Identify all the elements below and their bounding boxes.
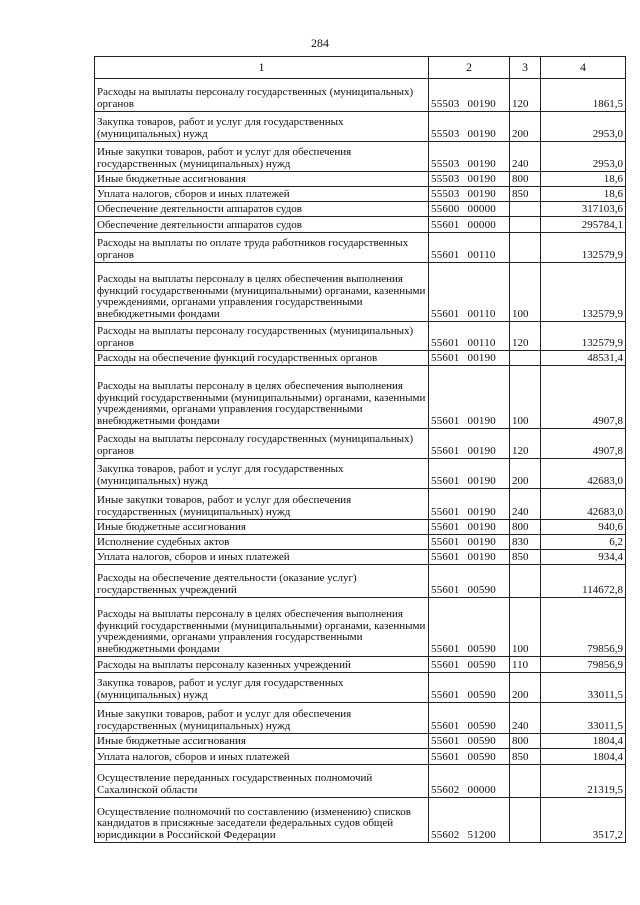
row-code <box>429 263 510 322</box>
row-amount <box>541 187 626 202</box>
program-code: 55601 <box>431 584 460 597</box>
expense-type-code: 800 <box>512 173 529 186</box>
direction-code: 00190 <box>467 551 496 564</box>
amount-value: 3517,2 <box>592 829 623 842</box>
description-text: Обеспечение деятельности аппаратов судов <box>97 219 302 232</box>
table-row <box>95 459 626 489</box>
amount-value: 1804,4 <box>592 735 623 748</box>
expense-type-code: 110 <box>512 659 529 672</box>
row-code <box>429 673 510 703</box>
table-row <box>95 429 626 459</box>
row-code <box>429 142 510 172</box>
direction-code: 00190 <box>467 98 496 111</box>
row-code <box>429 535 510 550</box>
program-code: 55503 <box>431 158 460 171</box>
program-code: 55601 <box>431 536 460 549</box>
program-code: 55601 <box>431 506 460 519</box>
table-row <box>95 657 626 673</box>
program-code: 55601 <box>431 659 460 672</box>
description-text: Уплата налогов, сборов и иных платежей <box>97 188 290 201</box>
row-amount <box>541 550 626 565</box>
direction-code: 00110 <box>467 308 496 321</box>
row-expense-type <box>510 535 541 550</box>
row-description <box>95 366 429 429</box>
row-code <box>429 765 510 798</box>
page-number: 284 <box>311 36 329 50</box>
row-description <box>95 202 429 217</box>
row-code <box>429 322 510 351</box>
table-row <box>95 366 626 429</box>
row-amount <box>541 657 626 673</box>
row-description <box>95 322 429 351</box>
row-amount <box>541 202 626 217</box>
budget-table <box>94 56 626 843</box>
row-description <box>95 657 429 673</box>
expense-type-code: 240 <box>512 720 529 733</box>
direction-code: 00000 <box>467 784 496 797</box>
table-row <box>95 703 626 734</box>
row-code <box>429 703 510 734</box>
expense-type-code: 120 <box>512 445 529 458</box>
program-code: 55601 <box>431 551 460 564</box>
direction-code: 00000 <box>467 219 496 232</box>
program-code: 55503 <box>431 173 460 186</box>
table-row <box>95 112 626 142</box>
row-description <box>95 565 429 598</box>
row-expense-type <box>510 322 541 351</box>
expense-type-code: 240 <box>512 158 529 171</box>
row-expense-type <box>510 233 541 263</box>
amount-value: 2953,0 <box>592 158 623 171</box>
row-description <box>95 734 429 749</box>
row-expense-type <box>510 263 541 322</box>
row-description <box>95 673 429 703</box>
amount-value: 1804,4 <box>592 751 623 764</box>
amount-value: 18,6 <box>603 173 623 186</box>
description-text: Расходы на обеспечение функций государственных органов <box>97 352 378 365</box>
program-code: 55601 <box>431 720 460 733</box>
row-amount <box>541 565 626 598</box>
row-description <box>95 112 429 142</box>
amount-value: 6,2 <box>609 536 623 549</box>
table-body <box>95 79 626 843</box>
row-code <box>429 749 510 765</box>
row-description <box>95 79 429 112</box>
table-row <box>95 550 626 565</box>
program-code: 55601 <box>431 249 460 262</box>
row-amount <box>541 535 626 550</box>
row-expense-type <box>510 657 541 673</box>
description-text: Закупка товаров, работ и услуг для государственных (муниципальных) нужд <box>97 677 344 702</box>
description-text: Иные закупки товаров, работ и услуг для обеспечения государственных (муниципальных) нужд <box>97 708 352 733</box>
program-code: 55601 <box>431 308 460 321</box>
row-description <box>95 550 429 565</box>
row-expense-type <box>510 366 541 429</box>
program-code: 55601 <box>431 337 460 350</box>
direction-code: 00190 <box>467 173 496 186</box>
row-code <box>429 734 510 749</box>
direction-code: 00000 <box>467 203 496 216</box>
row-amount <box>541 233 626 263</box>
row-amount <box>541 798 626 843</box>
row-description <box>95 489 429 520</box>
row-code <box>429 565 510 598</box>
expense-type-code: 120 <box>512 98 529 111</box>
row-expense-type <box>510 749 541 765</box>
amount-value: 79856,9 <box>587 659 623 672</box>
description-text: Расходы на выплаты персоналу в целях обеспечения выполнения функций государственными (муниципальными) органами, казенными учреждениями, органами управления государственными внебюджетными фондами <box>97 379 426 428</box>
amount-value: 940,6 <box>598 521 623 534</box>
expense-type-code: 100 <box>512 643 529 656</box>
description-text: Расходы на выплаты персоналу государственных (муниципальных) органов <box>97 325 414 350</box>
row-code <box>429 351 510 366</box>
row-expense-type <box>510 703 541 734</box>
program-code: 55503 <box>431 188 460 201</box>
row-expense-type <box>510 565 541 598</box>
row-code <box>429 489 510 520</box>
table-row <box>95 202 626 217</box>
row-expense-type <box>510 489 541 520</box>
table-row <box>95 351 626 366</box>
amount-value: 42683,0 <box>587 475 623 488</box>
direction-code: 00190 <box>467 415 496 428</box>
row-code <box>429 459 510 489</box>
row-code <box>429 598 510 657</box>
amount-value: 33011,5 <box>587 720 623 733</box>
amount-value: 1861,5 <box>592 98 623 111</box>
row-code <box>429 657 510 673</box>
table-row <box>95 765 626 798</box>
row-expense-type <box>510 172 541 187</box>
amount-value: 2953,0 <box>592 128 623 141</box>
direction-code: 00190 <box>467 158 496 171</box>
program-code: 55601 <box>431 352 460 365</box>
row-expense-type <box>510 734 541 749</box>
row-code <box>429 202 510 217</box>
expense-type-code: 850 <box>512 188 529 201</box>
program-code: 55601 <box>431 521 460 534</box>
row-amount <box>541 489 626 520</box>
row-expense-type <box>510 351 541 366</box>
row-amount <box>541 673 626 703</box>
row-expense-type <box>510 112 541 142</box>
table-row <box>95 142 626 172</box>
table-row <box>95 535 626 550</box>
row-expense-type <box>510 187 541 202</box>
row-description <box>95 703 429 734</box>
row-amount <box>541 520 626 535</box>
row-amount <box>541 79 626 112</box>
row-expense-type <box>510 598 541 657</box>
amount-value: 114672,8 <box>582 584 623 597</box>
row-description <box>95 351 429 366</box>
amount-value: 295784,1 <box>581 219 623 232</box>
description-text: Расходы на выплаты персоналу в целях обеспечения выполнения функций государственными (муниципальными) органами, казенными учреждениями, органами управления государственными внебюджетными фондами <box>97 607 426 656</box>
expense-type-code: 100 <box>512 308 529 321</box>
row-description <box>95 217 429 233</box>
expense-type-code: 240 <box>512 506 529 519</box>
expense-type-code: 800 <box>512 521 529 534</box>
row-description <box>95 598 429 657</box>
row-description <box>95 535 429 550</box>
table-row <box>95 798 626 843</box>
row-amount <box>541 142 626 172</box>
row-amount <box>541 351 626 366</box>
expense-type-code: 850 <box>512 551 529 564</box>
row-amount <box>541 749 626 765</box>
row-amount <box>541 322 626 351</box>
program-code: 55601 <box>431 689 460 702</box>
description-text: Иные бюджетные ассигнования <box>97 735 246 748</box>
direction-code: 00190 <box>467 475 496 488</box>
row-code <box>429 429 510 459</box>
table-row <box>95 565 626 598</box>
row-expense-type <box>510 459 541 489</box>
row-expense-type <box>510 142 541 172</box>
direction-code: 00110 <box>467 337 496 350</box>
row-description <box>95 749 429 765</box>
row-expense-type <box>510 202 541 217</box>
header-col-3: 3 <box>510 57 541 79</box>
amount-value: 18,6 <box>603 188 623 201</box>
program-code: 55601 <box>431 219 460 232</box>
row-code <box>429 520 510 535</box>
direction-code: 00590 <box>467 659 496 672</box>
direction-code: 00190 <box>467 188 496 201</box>
description-text: Иные закупки товаров, работ и услуг для обеспечения государственных (муниципальных) нужд <box>97 494 352 519</box>
row-expense-type <box>510 520 541 535</box>
direction-code: 00590 <box>467 720 496 733</box>
row-code <box>429 366 510 429</box>
direction-code: 00590 <box>467 751 496 764</box>
direction-code: 00590 <box>467 735 496 748</box>
row-expense-type <box>510 550 541 565</box>
row-description <box>95 765 429 798</box>
direction-code: 00190 <box>467 128 496 141</box>
row-code <box>429 172 510 187</box>
row-expense-type <box>510 429 541 459</box>
row-code <box>429 79 510 112</box>
table-row <box>95 217 626 233</box>
row-amount <box>541 217 626 233</box>
row-amount <box>541 172 626 187</box>
description-text: Уплата налогов, сборов и иных платежей <box>97 551 290 564</box>
program-code: 55602 <box>431 784 460 797</box>
direction-code: 00590 <box>467 584 496 597</box>
expense-type-code: 800 <box>512 735 529 748</box>
description-text: Расходы на выплаты персоналу в целях обеспечения выполнения функций государственными (муниципальными) органами, казенными учреждениями, органами управления государственными внебюджетными фондами <box>97 272 426 321</box>
amount-value: 4907,8 <box>592 445 623 458</box>
table-row <box>95 520 626 535</box>
row-description <box>95 798 429 843</box>
row-description <box>95 459 429 489</box>
row-expense-type <box>510 798 541 843</box>
row-description <box>95 172 429 187</box>
row-expense-type <box>510 79 541 112</box>
row-description <box>95 520 429 535</box>
row-code <box>429 112 510 142</box>
amount-value: 132579,9 <box>581 337 623 350</box>
row-code <box>429 550 510 565</box>
table-row <box>95 749 626 765</box>
direction-code: 00190 <box>467 506 496 519</box>
row-description <box>95 429 429 459</box>
amount-value: 934,4 <box>598 551 623 564</box>
program-code: 55503 <box>431 128 460 141</box>
description-text: Закупка товаров, работ и услуг для государственных (муниципальных) нужд <box>97 116 344 141</box>
amount-value: 4907,8 <box>592 415 623 428</box>
row-amount <box>541 703 626 734</box>
expense-type-code: 200 <box>512 475 529 488</box>
direction-code: 00190 <box>467 352 496 365</box>
table-row <box>95 187 626 202</box>
description-text: Расходы на выплаты персоналу казенных учреждений <box>97 659 351 672</box>
amount-value: 79856,9 <box>587 643 623 656</box>
direction-code: 51200 <box>467 829 496 842</box>
table-row <box>95 172 626 187</box>
table-row <box>95 598 626 657</box>
amount-value: 33011,5 <box>587 689 623 702</box>
direction-code: 00190 <box>467 445 496 458</box>
table-row <box>95 489 626 520</box>
description-text: Расходы на обеспечение деятельности (оказание услуг) государственных учреждений <box>97 572 357 597</box>
row-description <box>95 263 429 322</box>
program-code: 55600 <box>431 203 460 216</box>
row-code <box>429 217 510 233</box>
table-row <box>95 233 626 263</box>
header-col-1: 1 <box>95 57 429 79</box>
program-code: 55601 <box>431 475 460 488</box>
program-code: 55601 <box>431 643 460 656</box>
table-header-row <box>95 57 626 79</box>
row-code <box>429 798 510 843</box>
description-text: Иные бюджетные ассигнования <box>97 521 246 534</box>
direction-code: 00190 <box>467 521 496 534</box>
description-text: Осуществление полномочий по составлению (изменению) списков кандидатов в присяжные заседатели федеральных судов общей юрисдикции в Российской Федерации <box>97 805 411 842</box>
description-text: Закупка товаров, работ и услуг для государственных (муниципальных) нужд <box>97 463 344 488</box>
table-row <box>95 263 626 322</box>
row-expense-type <box>510 673 541 703</box>
row-amount <box>541 366 626 429</box>
description-text: Иные бюджетные ассигнования <box>97 173 246 186</box>
row-amount <box>541 459 626 489</box>
header-col-4: 4 <box>541 57 626 79</box>
row-expense-type <box>510 217 541 233</box>
description-text: Расходы на выплаты по оплате труда работников государственных органов <box>97 237 409 262</box>
direction-code: 00590 <box>467 689 496 702</box>
description-text: Расходы на выплаты персоналу государственных (муниципальных) органов <box>97 433 414 458</box>
description-text: Обеспечение деятельности аппаратов судов <box>97 203 302 216</box>
expense-type-code: 200 <box>512 689 529 702</box>
description-text: Иные закупки товаров, работ и услуг для обеспечения государственных (муниципальных) нужд <box>97 146 352 171</box>
program-code: 55601 <box>431 735 460 748</box>
amount-value: 48531,4 <box>587 352 623 365</box>
row-amount <box>541 734 626 749</box>
direction-code: 00190 <box>467 536 496 549</box>
row-amount <box>541 598 626 657</box>
row-code <box>429 233 510 263</box>
program-code: 55601 <box>431 445 460 458</box>
row-description <box>95 142 429 172</box>
row-amount <box>541 429 626 459</box>
amount-value: 42683,0 <box>587 506 623 519</box>
row-amount <box>541 112 626 142</box>
amount-value: 317103,6 <box>581 203 623 216</box>
expense-type-code: 120 <box>512 337 529 350</box>
description-text: Уплата налогов, сборов и иных платежей <box>97 751 290 764</box>
expense-type-code: 830 <box>512 536 529 549</box>
program-code: 55503 <box>431 98 460 111</box>
row-description <box>95 233 429 263</box>
direction-code: 00590 <box>467 643 496 656</box>
row-description <box>95 187 429 202</box>
program-code: 55601 <box>431 751 460 764</box>
row-code <box>429 187 510 202</box>
table-row <box>95 673 626 703</box>
expense-type-code: 850 <box>512 751 529 764</box>
direction-code: 00110 <box>467 249 496 262</box>
description-text: Расходы на выплаты персоналу государственных (муниципальных) органов <box>97 86 414 111</box>
table-row <box>95 734 626 749</box>
expense-type-code: 100 <box>512 415 529 428</box>
row-amount <box>541 263 626 322</box>
amount-value: 132579,9 <box>581 249 623 262</box>
table-row <box>95 322 626 351</box>
description-text: Осуществление переданных государственных полномочий Сахалинской области <box>97 772 373 797</box>
row-amount <box>541 765 626 798</box>
program-code: 55602 <box>431 829 460 842</box>
expense-type-code: 200 <box>512 128 529 141</box>
description-text: Исполнение судебных актов <box>97 536 230 549</box>
amount-value: 21319,5 <box>587 784 623 797</box>
row-expense-type <box>510 765 541 798</box>
amount-value: 132579,9 <box>581 308 623 321</box>
program-code: 55601 <box>431 415 460 428</box>
header-col-2: 2 <box>429 57 510 79</box>
table-row <box>95 79 626 112</box>
